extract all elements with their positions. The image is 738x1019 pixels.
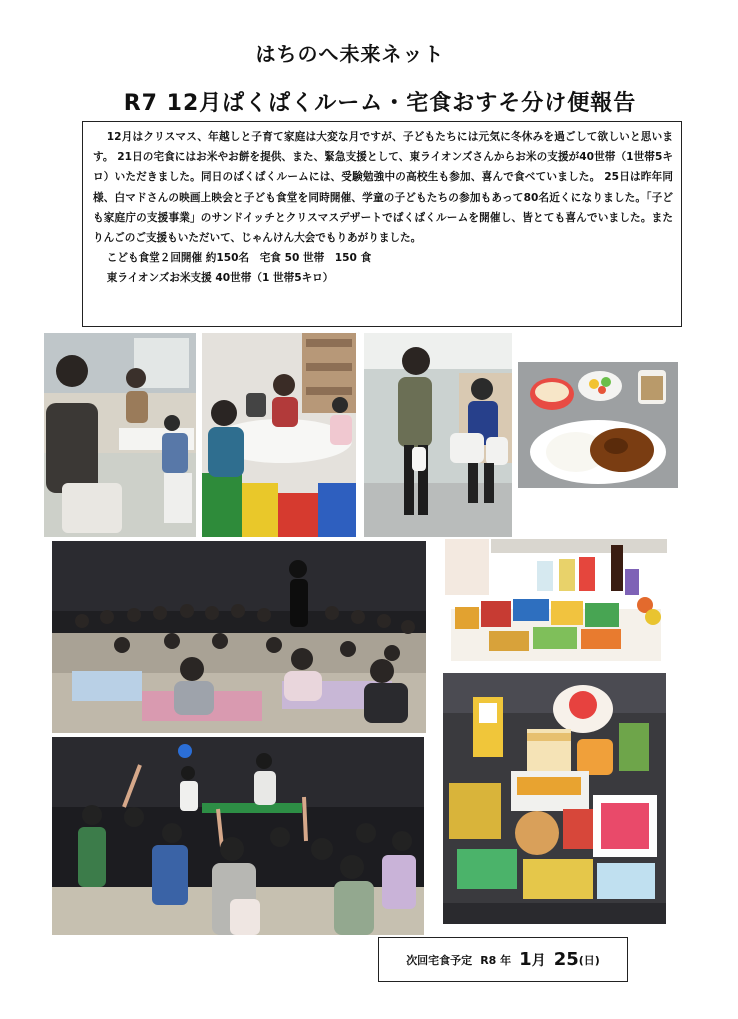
photo-food-package (443, 673, 666, 924)
summary-line-2: 東ライオンズお米支援 40世帯（1 世帯5キロ） (106, 272, 334, 285)
photo-snacks-table (441, 539, 667, 661)
photo-dining-room (44, 333, 196, 537)
photo-kids-table (202, 333, 356, 537)
next-delivery-month: 1 (519, 949, 532, 970)
next-delivery-label: 次回宅食予定 (406, 953, 473, 967)
photo-theater-audience (52, 541, 426, 733)
next-delivery-day: 25 (553, 949, 579, 970)
report-paragraph: 12月はクリスマス、年越しと子育て家庭は大変な月ですが、子どもたちには元気に冬休みを過ごして欲しいと思います。 21日の宅食にはお米やお餅を提供、また、緊急支援として、東ライオンズさんからお米の支援が40世帯（1世帯5キロ）いただきました。同日のぱくぱくルームには、受験勉強中の高校生も参加、喜んで食べていました。 25日は昨年同様、白マドさんの映画上映会と子ども食堂を同時開催、学童の子どもたちの参加もあって80名近くになりました。「子ども家庭庁の支援事業」のサンドイッチとクリスマスデザートでぱくぱくルームを開催し、皆とても喜んでいました。またりんごのご支援もいただいて、じゃんけん大会でもりあがりました。 (93, 131, 673, 245)
report-title: R7 12月ぱくぱくルーム・宅食おすそ分け便報告 (123, 91, 637, 116)
photo-janken-game (52, 737, 424, 935)
next-delivery-box (378, 937, 628, 982)
photo-handout (364, 333, 512, 537)
next-delivery-month-unit: 月 (531, 952, 546, 969)
next-delivery-year: R8 年 (480, 953, 512, 967)
report-body-box (82, 121, 682, 327)
org-title: はちのへ未来ネット (255, 42, 445, 66)
summary-line-1: こども食堂２回開催 約150名 宅食 50 世帯 150 食 (106, 252, 372, 265)
next-delivery-weekday: (日) (578, 953, 600, 967)
photo-curry-meal (518, 362, 678, 488)
